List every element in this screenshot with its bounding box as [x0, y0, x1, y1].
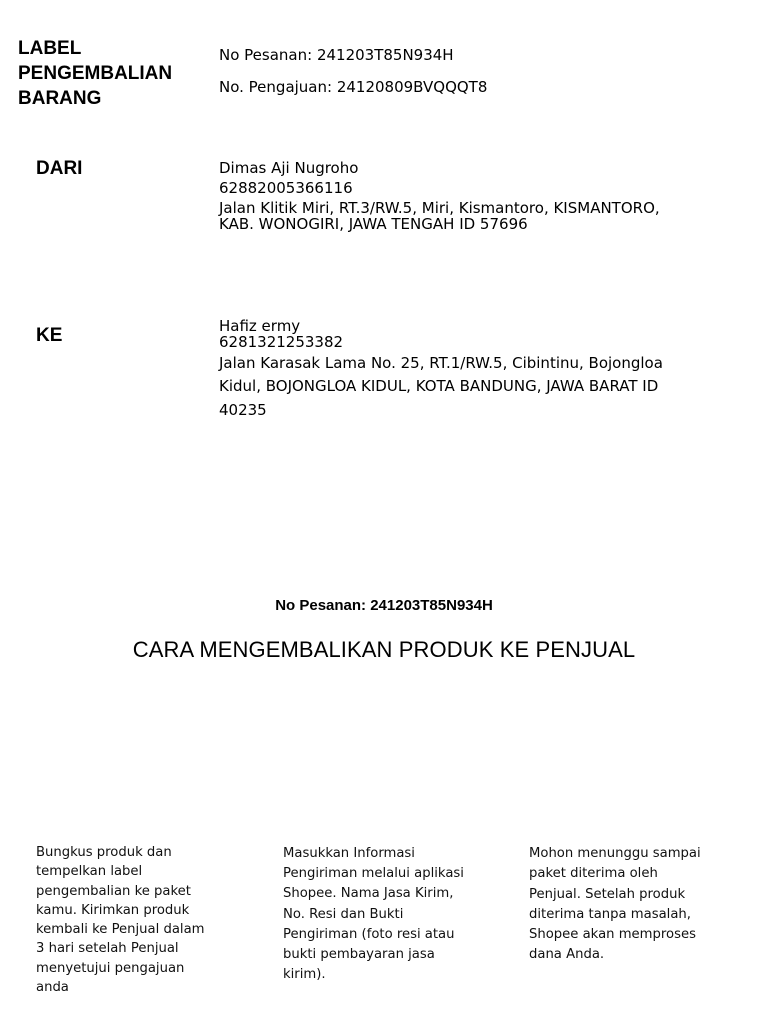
- instruction-step-line: menyetujui pengajuan: [36, 960, 185, 976]
- order-number: No Pesanan: 241203T85N934H: [219, 46, 454, 64]
- instruction-step-line: Bungkus produk dan: [36, 845, 172, 860]
- sender-phone: 62882005366116: [219, 179, 353, 197]
- instruction-step-line: No. Resi dan Bukti: [283, 906, 404, 922]
- recipient-address-line: Kidul, BOJONGLOA KIDUL, KOTA BANDUNG, JAWA BARAT ID: [219, 377, 659, 395]
- instruction-step-line: kamu. Kirimkan produk: [36, 902, 190, 918]
- instruction-step-line: anda: [36, 980, 69, 996]
- instruction-step-line: 3 hari setelah Penjual: [36, 941, 179, 957]
- label-title-line: LABEL: [18, 38, 82, 59]
- recipient-phone: 6281321253382: [219, 333, 344, 351]
- sender-name: Dimas Aji Nugroho: [219, 159, 359, 177]
- instruction-step: [529, 844, 701, 966]
- instruction-step: [36, 843, 205, 997]
- instruction-step-line: kirim).: [283, 967, 326, 983]
- instruction-step-line: Pengiriman (foto resi atau: [283, 926, 455, 942]
- instruction-step-line: Shopee. Nama Jasa Kirim,: [283, 886, 454, 902]
- instruction-step-line: kembali ke Penjual dalam: [36, 922, 205, 938]
- recipient-address-line: 40235: [219, 401, 267, 419]
- instruction-step-line: Penjual. Setelah produk: [529, 886, 686, 902]
- label-title: [18, 36, 208, 111]
- instruction-step-line: dana Anda.: [529, 947, 605, 963]
- recipient-details: [219, 318, 663, 422]
- instruction-step-line: Shopee akan memproses: [529, 927, 696, 943]
- instruction-step: [283, 844, 464, 985]
- recipient-address-line: Jalan Karasak Lama No. 25, RT.1/RW.5, Cibintinu, Bojongloa: [219, 354, 663, 372]
- label-title-line: PENGEMBALIAN: [18, 63, 173, 84]
- instruction-step-line: diterima tanpa masalah,: [529, 906, 691, 922]
- instruction-step-line: Pengiriman melalui aplikasi: [283, 866, 464, 882]
- recipient-name: Hafiz ermy: [219, 317, 301, 335]
- sender-address-line: Jalan Klitik Miri, RT.3/RW.5, Miri, Kismantoro, KISMANTORO,: [219, 199, 660, 217]
- instruction-step-line: pengembalian ke paket: [36, 883, 191, 899]
- submission-number: No. Pengajuan: 24120809BVQQQT8: [219, 78, 488, 96]
- instruction-step-line: paket diterima oleh: [529, 866, 658, 882]
- instruction-step-line: tempelkan label: [36, 864, 143, 880]
- instruction-step-line: bukti pembayaran jasa: [283, 947, 435, 963]
- recipient-section-label: KE: [36, 325, 63, 346]
- sender-details: [219, 158, 660, 232]
- instructions-order-number: No Pesanan: 241203T85N934H: [275, 597, 493, 614]
- sender-address-line: KAB. WONOGIRI, JAWA TENGAH ID 57696: [219, 215, 528, 233]
- sender-section-label: DARI: [36, 158, 83, 179]
- instruction-step-line: Mohon menunggu sampai: [529, 846, 701, 861]
- instruction-step-line: Masukkan Informasi: [283, 846, 415, 861]
- instructions-heading: CARA MENGEMBALIKAN PRODUK KE PENJUAL: [132, 637, 636, 662]
- label-title-line: BARANG: [18, 88, 102, 109]
